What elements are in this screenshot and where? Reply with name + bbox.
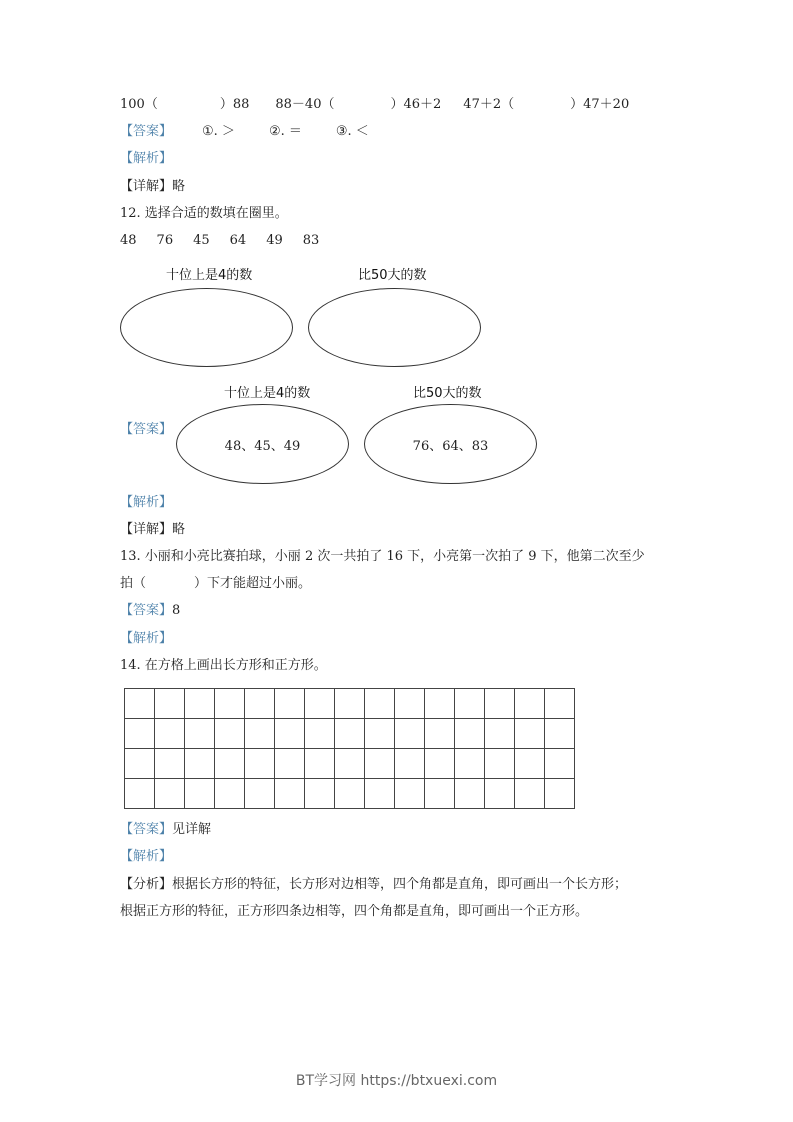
q12-circle-title-tens-4: 十位上是4的数 (166, 268, 253, 283)
q12-circle-tens-4 (120, 288, 293, 367)
fenxi-label: 【分析】 (120, 877, 173, 892)
q12-answer-circle-tens-4: 48、45、49 (176, 404, 349, 484)
q11-answer-1: ①. ＞ (202, 124, 235, 139)
q14-answer: 见详解 (172, 822, 212, 837)
q13-answer: 8 (172, 603, 181, 618)
q11-answer-row (120, 123, 369, 141)
q14-fenxi-text1: 根据长方形的特征，长方形对边相等，四个角都是直角，即可画出一个长方形； (172, 877, 628, 892)
q11-cmp3-right: ）47＋20 (570, 97, 630, 112)
answer-label: 【答案】 (120, 603, 173, 618)
q12-number: 48 (120, 233, 137, 248)
q12-circle-gt-50 (308, 288, 481, 367)
q12-answer-circle-title-gt-50: 比50大的数 (413, 386, 482, 401)
q12-number: 45 (193, 233, 210, 248)
q14-analysis-label: 【解析】 (120, 849, 173, 864)
q13-analysis-label: 【解析】 (120, 631, 173, 646)
q11-detail-text: 略 (172, 179, 186, 194)
q11-answer-3: ③. ＜ (335, 124, 369, 139)
detail-label: 【详解】 (120, 179, 173, 194)
q11-cmp1-right: ）88 (219, 97, 250, 112)
q14-question: 14. 在方格上画出长方形和正方形。 (120, 658, 327, 673)
q12-answer-circle-title-tens-4: 十位上是4的数 (224, 386, 311, 401)
q11-cmp2-right: ）46＋2 (390, 97, 442, 112)
q12-analysis-label: 【解析】 (120, 495, 173, 510)
q12-number: 83 (302, 233, 320, 248)
q11-comparison-line (120, 96, 629, 114)
q13-question-line2 (120, 575, 311, 593)
q14-fenxi-line2: 根据正方形的特征，正方形四条边相等，四个角都是直角，即可画出一个正方形。 (120, 904, 589, 919)
q12-question: 12. 选择合适的数填在圈里。 (120, 206, 288, 221)
q11-analysis-label: 【解析】 (120, 151, 173, 166)
q12-detail-row (120, 521, 185, 539)
q12-detail-text: 略 (172, 522, 186, 537)
q13-question-pre: 拍（ (120, 576, 147, 591)
q14-fenxi-line1 (120, 876, 627, 894)
q11-answer-2: ②. ＝ (268, 124, 302, 139)
q11-cmp2-left: 88－40（ (275, 97, 335, 112)
answer-label: 【答案】 (120, 822, 173, 837)
q13-question-line1: 13. 小丽和小亮比赛拍球，小丽 2 次一共拍了 16 下，小亮第一次拍了 9 下，他第二次至少 (120, 549, 645, 564)
q12-answer-circle-gt-50: 76、64、83 (364, 404, 537, 484)
q11-cmp3-left: 47＋2（ (463, 97, 515, 112)
q14-answer-row (120, 821, 211, 839)
answer-label: 【答案】 (120, 124, 173, 139)
q14-square-grid (124, 688, 575, 809)
q11-detail-row (120, 178, 185, 196)
detail-label: 【详解】 (120, 522, 173, 537)
q13-question-post: ）下才能超过小丽。 (194, 576, 312, 591)
q12-number: 49 (266, 233, 283, 248)
q13-answer-row (120, 602, 180, 620)
footer-watermark: BT学习网 https://btxuexi.com (295, 1073, 498, 1089)
q12-answer-label: 【答案】 (120, 422, 173, 437)
q12-number: 64 (229, 233, 247, 248)
q11-cmp1-left: 100（ (120, 97, 158, 112)
q12-number-list (120, 232, 319, 250)
q12-circle-title-gt-50: 比50大的数 (358, 268, 427, 283)
q12-number: 76 (156, 233, 174, 248)
